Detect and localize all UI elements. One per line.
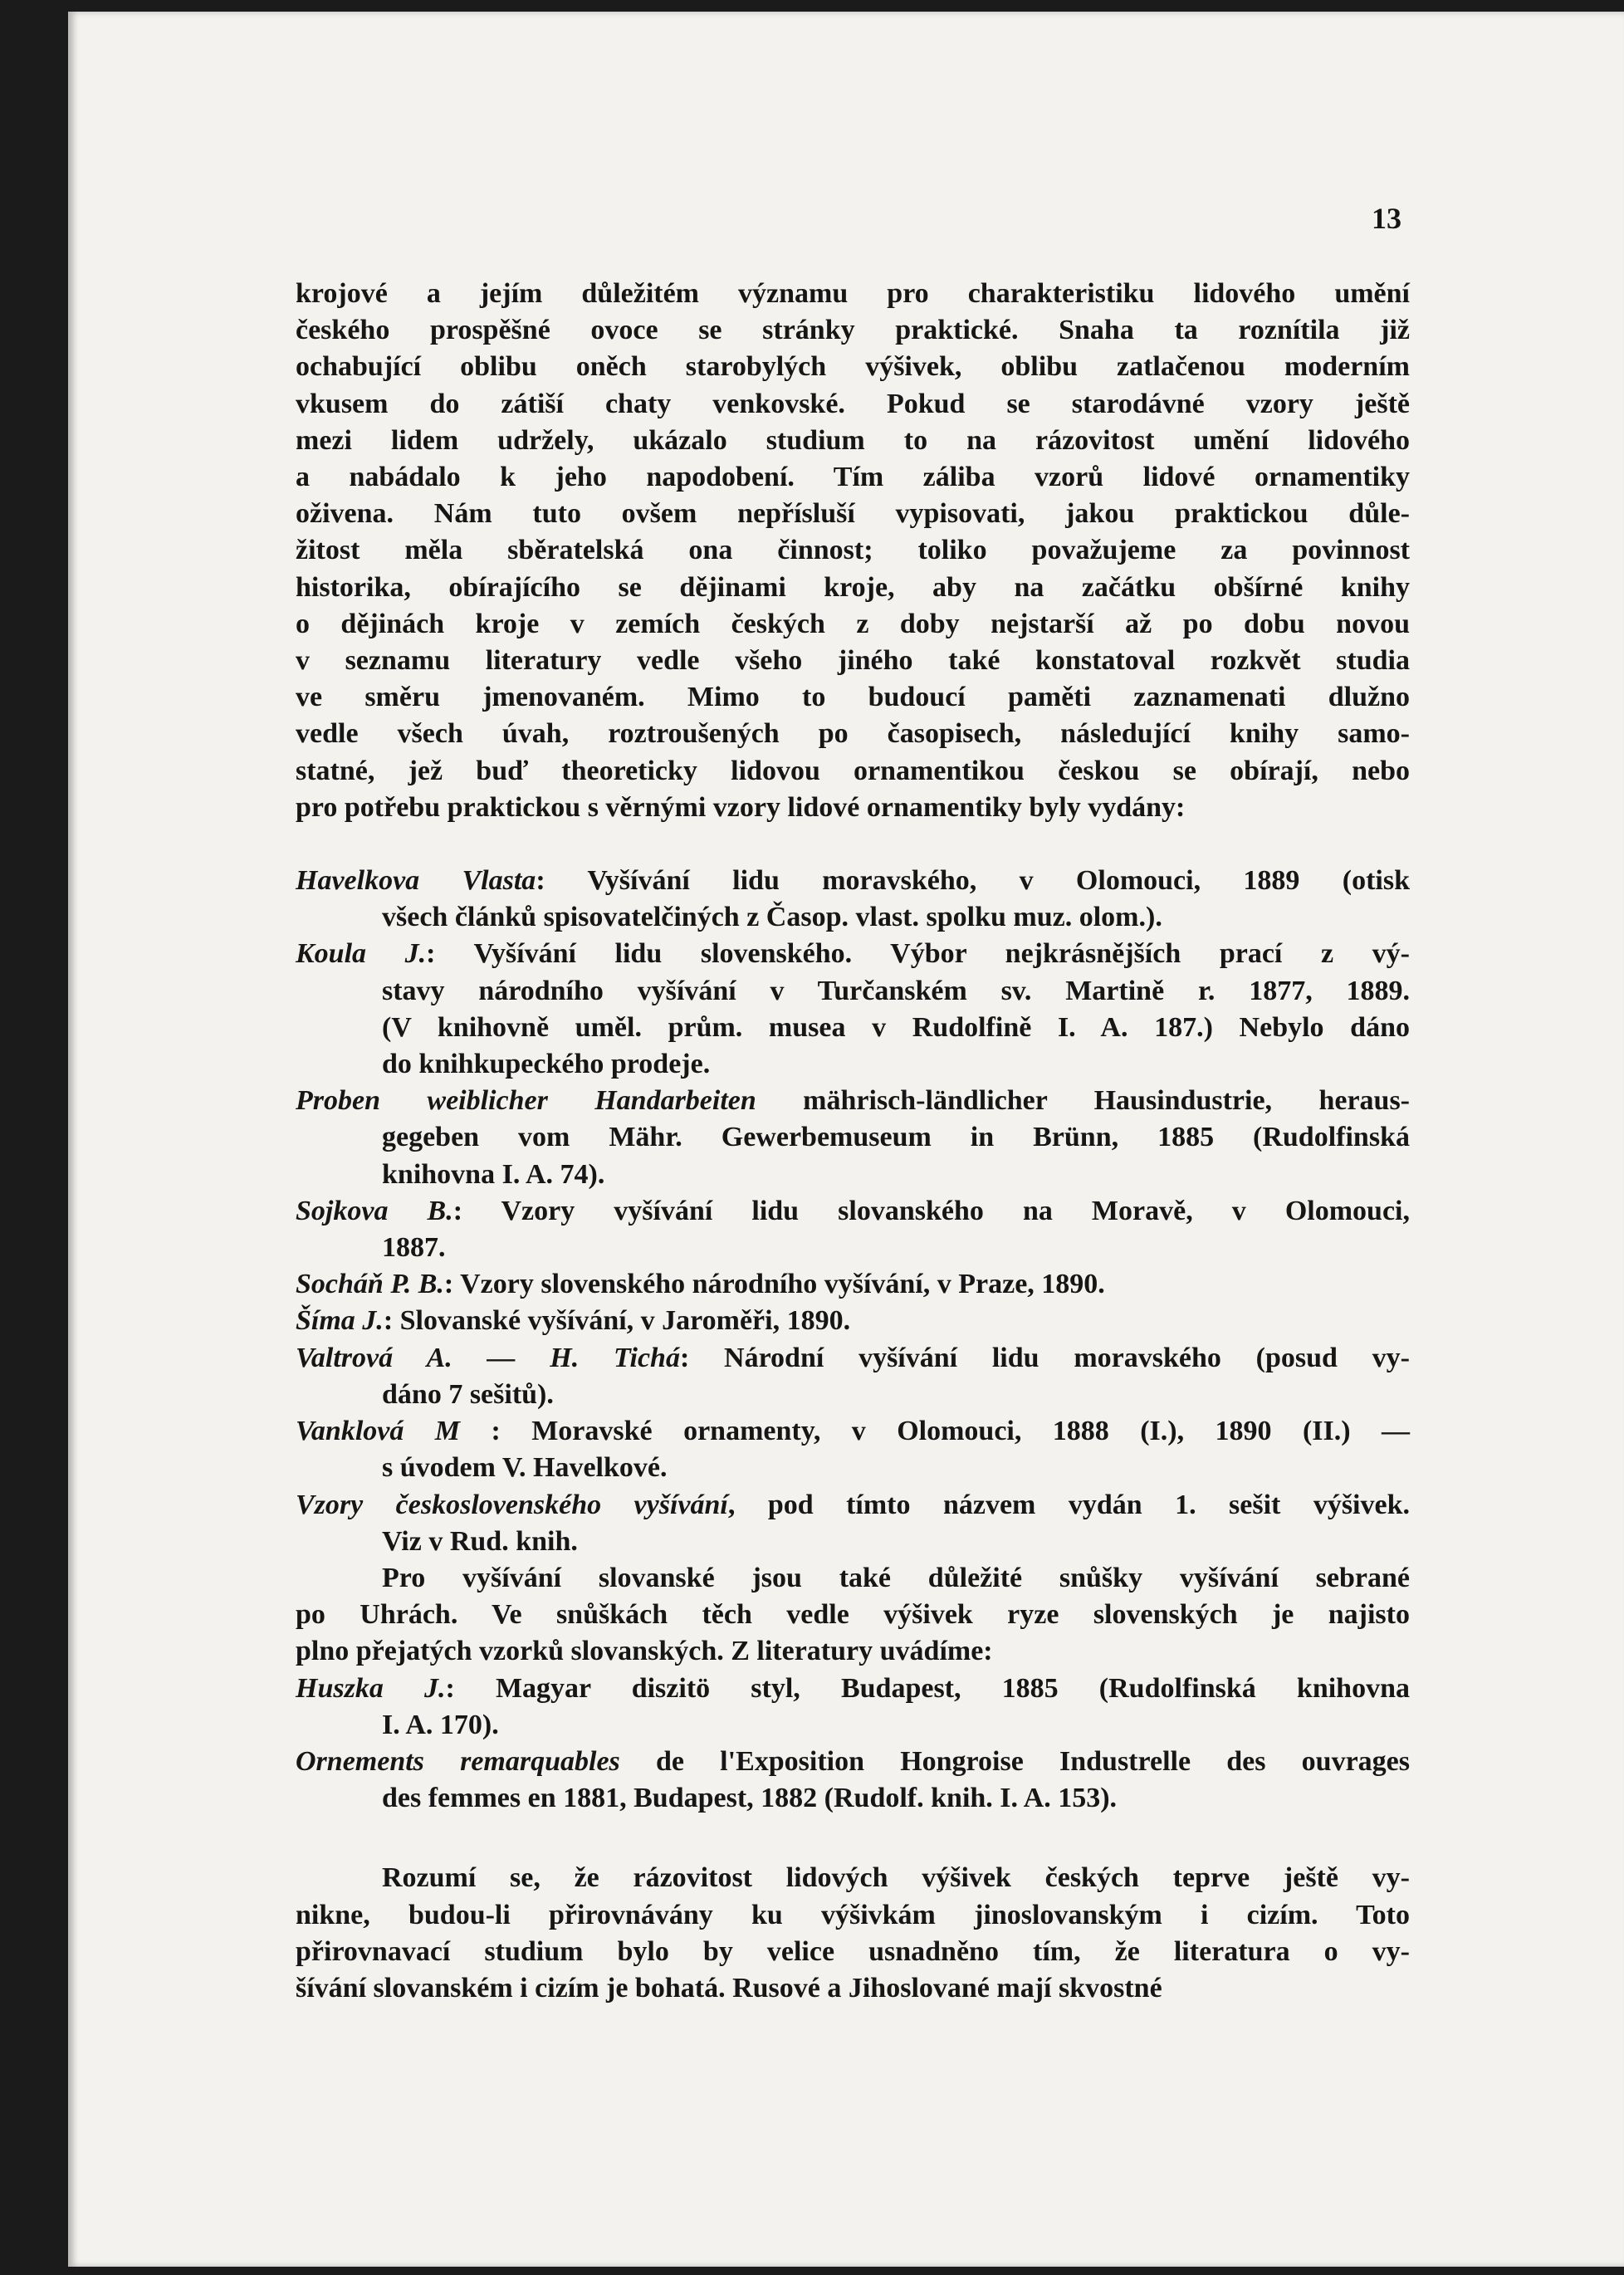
bibliography-text: stavy národního vyšívání v Turčanském sv. Martině r. 1877, 1889. (382, 975, 1410, 1006)
bibliography-line (382, 1780, 1410, 1817)
bibliography-text: Vzory slovenského národního vyšívání, v Praze, 1890. (460, 1269, 1105, 1300)
page-text (296, 276, 1410, 2007)
text-line: o dějinách kroje v zemích českých z doby nejstarší až po dobu novou (296, 608, 1410, 639)
text-line: nikne, budou-li přirovnávány ku výšivkám jinoslovanským i cizím. Toto (296, 1899, 1410, 1930)
text-line: Pro vyšívání slovanské jsou také důležité snůšky vyšívání sebrané (382, 1562, 1410, 1593)
bibliography-line (296, 1487, 1410, 1524)
bibliography-text: knihovna I. A. 74). (382, 1158, 605, 1190)
bibliography-entry (296, 1671, 1410, 1744)
bibliography-author: Koula J. (296, 938, 427, 970)
bibliography-text: Magyar diszitö styl, Budapest, 1885 (Rudolfinská knihovna (495, 1672, 1410, 1704)
bibliography-separator: : (445, 1672, 496, 1704)
bibliography-separator (620, 1746, 656, 1777)
text-line: plno přejatých vzorků slovanských. Z literatury uvádíme: (296, 1636, 993, 1667)
bibliography-line (296, 1671, 1410, 1707)
text-line: pro potřebu praktickou s věrnými vzory lidové ornamentiky byly vydány: (296, 791, 1186, 823)
text-line: statné, jež buď theoreticky lidovou ornamentikou českou se obírají, nebo (296, 755, 1410, 786)
bibliography-separator: : (460, 1416, 532, 1447)
bibliography-text: Národní vyšívání lidu moravského (posud vy- (724, 1342, 1410, 1373)
text-line: mezi lidem udržely, ukázalo studium to na rázovitost umění lidového (296, 424, 1410, 456)
bibliography-line (382, 1524, 1410, 1560)
bibliography-text: gegeben vom Mähr. Gewerbemuseum in Brünn, 1885 (Rudolfinská (382, 1122, 1410, 1153)
bibliography-separator (756, 1085, 803, 1116)
bibliography-entry (296, 1487, 1410, 1560)
bibliography-text: všech článků spisovatelčiných z Časop. vlast. spolku muz. olom.). (382, 902, 1162, 933)
bibliography-author: Havelkova Vlasta (296, 865, 536, 897)
bibliography-entry (296, 1266, 1410, 1303)
text-line: šívání slovanském i cizím je bohatá. Rusové a Jihoslované mají skvostné (296, 1972, 1162, 2003)
bibliography-text: Viz v Rud. knih. (382, 1525, 578, 1557)
bibliography-text: mährisch-ländlicher Hausindustrie, heraus- (803, 1085, 1410, 1117)
bibliography-text: dáno 7 sešitů). (382, 1378, 554, 1410)
paragraph-hungarian-intro (296, 1560, 1410, 1671)
bibliography-entry (296, 863, 1410, 936)
bibliography-text: Vyšívání lidu slovenského. Výbor nejkrásnějších prací z vý- (473, 938, 1410, 970)
bibliography-author: Ornements remarquables (296, 1745, 620, 1777)
bibliography-text: Vzory vyšívání lidu slovanského na Moravě, v Olomouci, (501, 1195, 1410, 1226)
bibliography-entry (296, 1744, 1410, 1817)
text-line: přirovnavací studium bylo by velice usnadněno tím, že literatura o vy- (296, 1935, 1410, 1967)
bibliography-author: Valtrová A. — H. Tichá (296, 1342, 680, 1373)
bibliography-entry (296, 1340, 1410, 1413)
bibliography-line (296, 863, 1410, 899)
bibliography-entry (296, 1413, 1410, 1486)
bibliography-text: des femmes en 1881, Budapest, 1882 (Rudolf. knih. I. A. 153). (382, 1783, 1118, 1814)
bibliography-text: 1887. (382, 1232, 446, 1264)
bibliography-czech (296, 863, 1410, 1560)
text-line: a nabádalo k jeho napodobení. Tím záliba vzorů lidové ornamentiky (296, 462, 1410, 493)
bibliography-author: Vanklová M (296, 1416, 461, 1447)
bibliography-text: de l'Exposition Hongroise Industrelle des ouvrages (655, 1745, 1410, 1777)
bibliography-line (296, 1083, 1410, 1119)
bibliography-entry (296, 1303, 1410, 1339)
bibliography-text: pod tímto názvem vydán 1. sešit výšivek. (767, 1489, 1410, 1520)
bibliography-text: I. A. 170). (382, 1709, 499, 1740)
bibliography-text: Moravské ornamenty, v Olomouci, 1888 (I.), 1890 (II.) — (531, 1416, 1410, 1447)
bibliography-text: (V knihovně uměl. prům. musea v Rudolfině I. A. 187.) Nebylo dáno (382, 1011, 1410, 1043)
text-line: po Uhrách. Ve snůškách těch vedle výšivek ryze slovenských je najisto (296, 1599, 1410, 1631)
bibliography-text: do knihkupeckého prodeje. (382, 1049, 711, 1080)
bibliography-line (382, 1707, 1410, 1744)
paragraph-comparison (296, 1860, 1410, 2007)
bibliography-line (382, 1450, 1410, 1486)
bibliography-author: Šíma J. (296, 1305, 384, 1337)
bibliography-separator: : (452, 1195, 501, 1226)
text-line: žitost měla sběratelská ona činnost; toliko považujeme za povinnost (296, 535, 1410, 566)
text-line: v seznamu literatury vedle všeho jiného také konstatoval rozkvět studia (296, 645, 1410, 677)
bibliography-separator: , (727, 1489, 768, 1520)
bibliography-text: Slovanské vyšívání, v Jaroměři, 1890. (399, 1305, 851, 1337)
bibliography-author: Huszka J. (296, 1672, 446, 1704)
bibliography-separator: : (536, 865, 588, 897)
bibliography-line (296, 1193, 1410, 1230)
text-line: vkusem do zátiší chaty venkovské. Pokud se starodávné vzory ještě (296, 388, 1410, 419)
text-line: Rozumí se, že rázovitost lidových výšivek českých teprve ještě vy- (382, 1862, 1410, 1894)
bibliography-line (382, 1010, 1410, 1046)
bibliography-author: Socháň P. B. (296, 1269, 444, 1300)
bibliography-author: Proben weiblicher Handarbeiten (296, 1085, 756, 1117)
bibliography-text: s úvodem V. Havelkové. (382, 1452, 668, 1484)
bibliography-hungarian (296, 1671, 1410, 1818)
text-line: krojové a jejím důležitém významu pro charakteristiku lidového umění (296, 278, 1410, 309)
bibliography-entry (296, 936, 1410, 1083)
bibliography-line (382, 1046, 1410, 1083)
bibliography-line (382, 973, 1410, 1010)
bibliography-author: Vzory československého vyšívání (296, 1489, 728, 1520)
bibliography-line (382, 1119, 1410, 1156)
bibliography-entry (296, 1193, 1410, 1266)
text-line: českého prospěšné ovoce se stránky praktické. Snaha ta roznítila již (296, 315, 1410, 346)
text-line: ve směru jmenovaném. Mimo to budoucí paměti zaznamenati dlužno (296, 682, 1410, 713)
text-line: historika, obírajícího se dějinami kroje, aby na začátku obšírné knihy (296, 571, 1410, 603)
bibliography-line (296, 1266, 1410, 1303)
bibliography-author: Sojkova B. (296, 1195, 453, 1226)
bibliography-separator: : (679, 1342, 725, 1373)
book-page (68, 12, 1624, 2267)
bibliography-line (382, 1230, 1410, 1266)
bibliography-line (382, 899, 1410, 936)
bibliography-separator: : (443, 1269, 461, 1300)
bibliography-line (296, 1413, 1410, 1450)
bibliography-entry (296, 1083, 1410, 1193)
page-number: 13 (1372, 202, 1401, 235)
bibliography-separator: : (426, 938, 474, 970)
bibliography-line (296, 1340, 1410, 1377)
bibliography-text: Vyšívání lidu moravského, v Olomouci, 1889 (otisk (587, 865, 1410, 897)
paragraph-intro (296, 276, 1410, 826)
text-line: ochabující oblibu oněch starobylých výšivek, oblibu zatlačenou moderním (296, 351, 1410, 383)
text-line: oživena. Nám tuto ovšem nepřísluší vypisovati, jakou praktickou důle- (296, 498, 1410, 530)
bibliography-separator: : (383, 1305, 400, 1337)
text-line: vedle všech úvah, roztroušených po časopisech, následující knihy samo- (296, 718, 1410, 750)
bibliography-line (296, 936, 1410, 972)
bibliography-line (296, 1744, 1410, 1780)
bibliography-line (296, 1303, 1410, 1339)
bibliography-line (382, 1157, 1410, 1193)
bibliography-line (382, 1377, 1410, 1413)
